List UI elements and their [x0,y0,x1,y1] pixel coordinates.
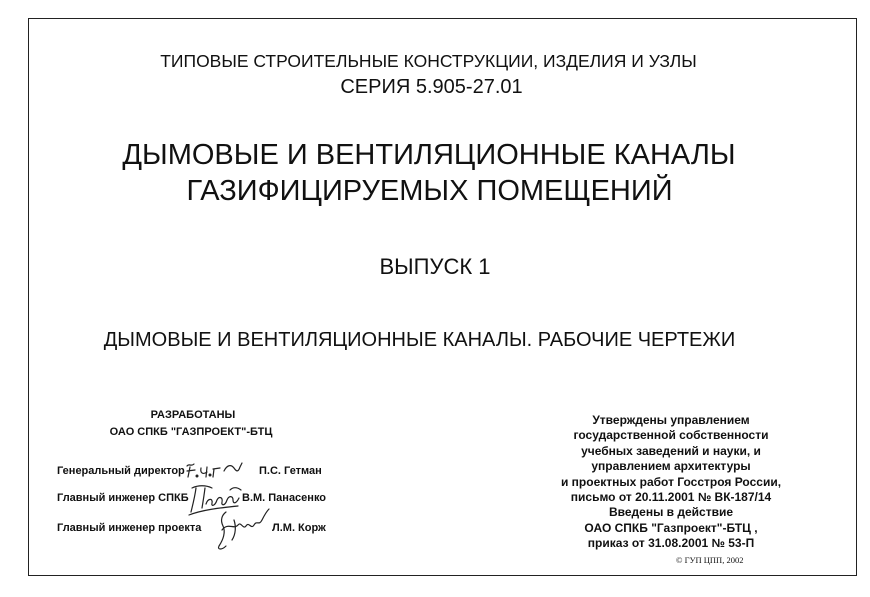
approval-line: государственной собственности [573,428,769,443]
approval-line: управлением архитектуры [591,459,751,474]
approval-line: ОАО СПКБ "Газпроект"-БТЦ , [584,520,758,535]
approval-line: Введены в действие [608,505,734,520]
signatory-position: Главный инженер проекта [57,522,202,534]
approval-line: учебных заведений и науки, и [581,443,761,458]
signatory-position: Генеральный директор [57,465,185,477]
signatory-name: Л.М. Корж [272,522,326,534]
document-title-line-2: ГАЗИФИЦИРУЕМЫХ ПОМЕЩЕНИЙ [186,175,673,207]
signatory-name: П.С. Гетман [259,465,322,477]
document-subtitle: ДЫМОВЫЕ И ВЕНТИЛЯЦИОННЫЕ КАНАЛЫ. РАБОЧИЕ ЧЕРТЕЖИ [103,329,736,351]
series-title: ТИПОВЫЕ СТРОИТЕЛЬНЫЕ КОНСТРУКЦИИ, ИЗДЕЛИЯ И УЗЛЫ [160,51,697,71]
approval-block [531,413,811,552]
issue-number: ВЫПУСК 1 [379,254,491,279]
copyright-notice: © ГУП ЦПП, 2002 [676,555,744,565]
signature-getman [184,457,248,481]
approval-line: приказ от 31.08.2001 № 53-П [587,536,755,551]
developer-organization: ОАО СПКБ "ГАЗПРОЕКТ"-БТЦ [109,426,273,438]
developer-label: РАЗРАБОТАНЫ [150,409,236,421]
document-title-line-1: ДЫМОВЫЕ И ВЕНТИЛЯЦИОННЫЕ КАНАЛЫ [122,139,736,171]
approval-line: письмо от 20.11.2001 № ВК-187/14 [570,490,772,505]
signature-korzh [214,506,272,552]
approval-line: Утверждены управлением [592,413,750,427]
signatory-name: В.М. Панасенко [242,492,327,504]
approval-line: и проектных работ Госстроя России, [560,474,782,489]
signatory-position: Главный инженер СПКБ [57,492,189,504]
series-number: СЕРИЯ 5.905-27.01 [340,76,523,98]
